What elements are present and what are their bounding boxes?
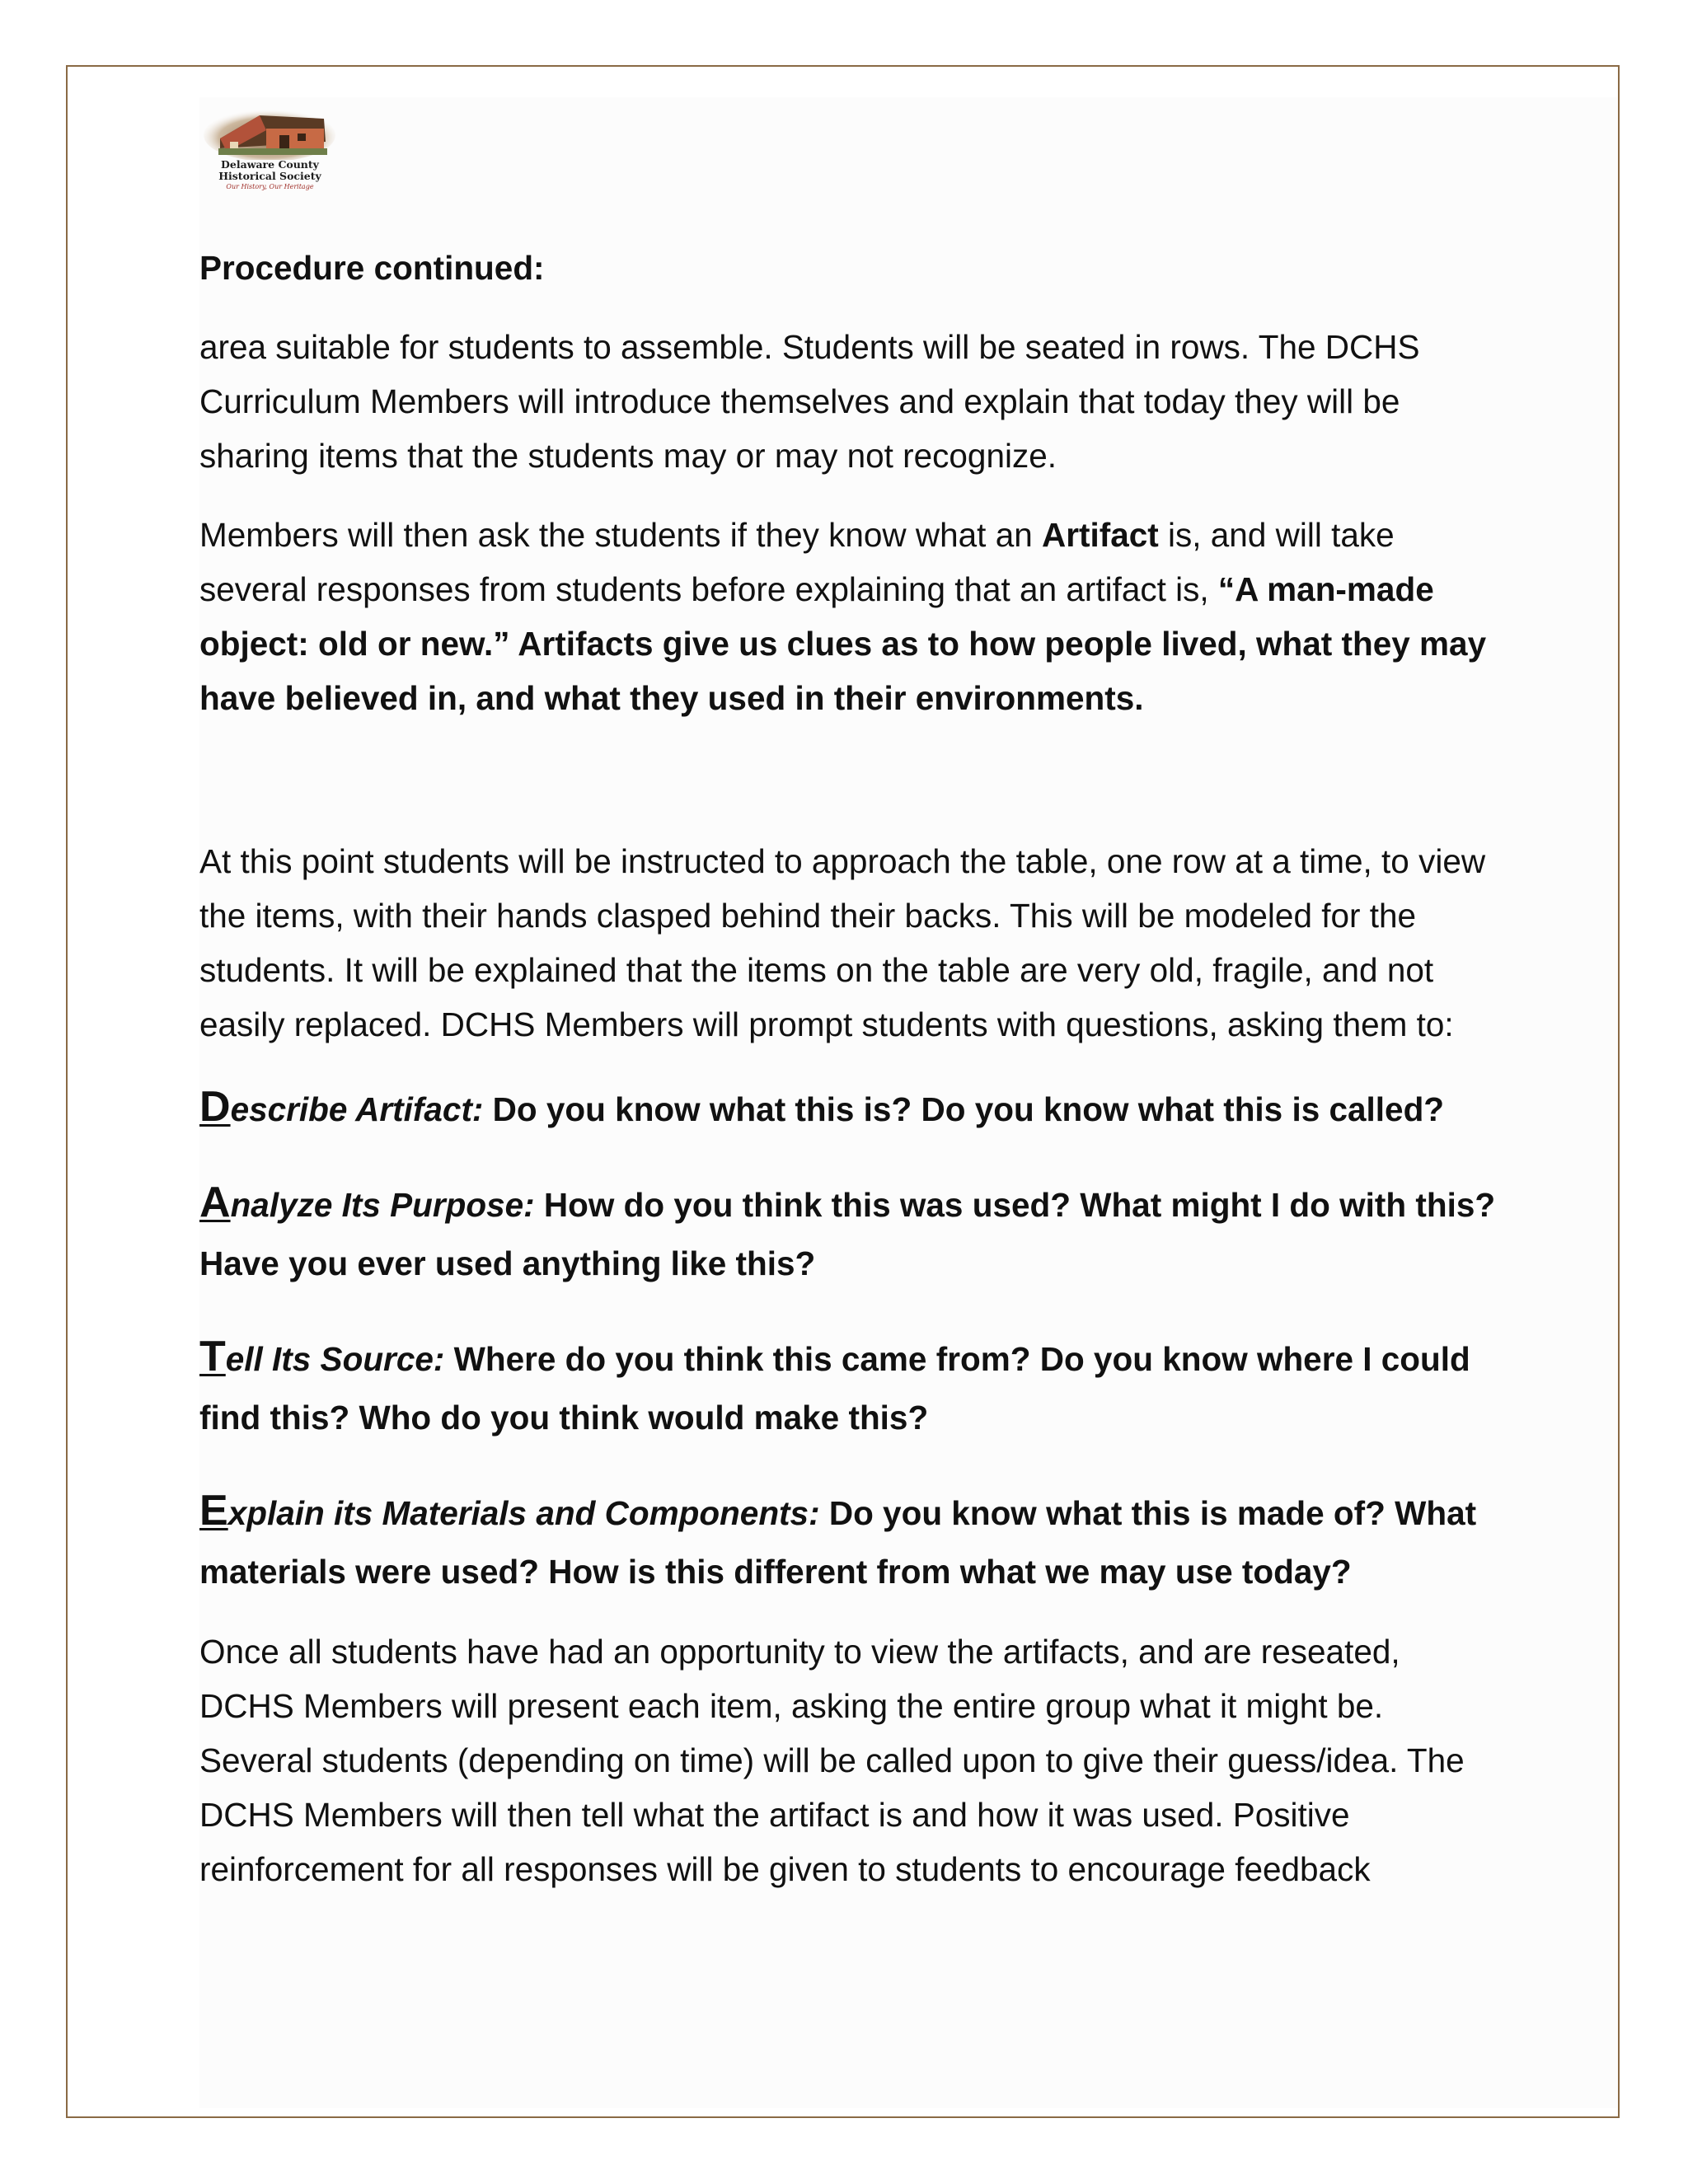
step-label: ell Its Source: xyxy=(225,1340,445,1378)
date-step-describe xyxy=(199,1078,1502,1139)
paragraph-lead-text: Members will then ask the students if they know what an xyxy=(199,516,1042,554)
step-initial-letter: A xyxy=(199,1179,231,1226)
step-initial-letter: T xyxy=(199,1333,226,1380)
step-initial-letter: E xyxy=(199,1487,228,1535)
barn-illustration xyxy=(202,105,338,160)
date-step-tell xyxy=(199,1328,1502,1447)
step-label: nalyze Its Purpose: xyxy=(230,1186,535,1224)
paragraph-assembly: area suitable for students to assemble. Students will be seated in rows. The DCHS Curriculum Members will introduce themselves and explain that today they will be sharing items that the students may or may not recognize. xyxy=(199,328,1420,475)
step-label: escribe Artifact: xyxy=(230,1090,484,1128)
artifact-definition: “A man-made object: old or new.” Artifacts give us clues as to how people lived, what they may have believed in, and what they used in their environments. xyxy=(199,570,1487,717)
step-questions: Do you know what this is made of? What materials were used? How is this different from what we may use today? xyxy=(199,1494,1477,1591)
paragraph-artifact-definition xyxy=(199,508,1502,725)
historical-society-logo xyxy=(202,105,338,198)
step-label: xplain its Materials and Components: xyxy=(227,1494,820,1532)
section-heading: Procedure continued: xyxy=(199,249,545,287)
logo-name-line1: Delaware County xyxy=(221,158,319,171)
paragraph-group-discussion: Once all students have had an opportunity to view the artifacts, and are reseated, DCHS Members will present each item, asking the entire group what it might be. Several students (depending on time) will be called upon to give their guess/idea. The DCHS Members will then tell what the artifact is and how it was used. Positive reinforcement for all responses will be given to students to encourage feedback xyxy=(199,1633,1465,1888)
artifact-term: Artifact xyxy=(1042,516,1159,554)
date-step-analyze xyxy=(199,1174,1502,1293)
step-questions: Where do you think this came from? Do you know where I could find this? Who do you think would make this? xyxy=(199,1340,1470,1436)
date-step-explain xyxy=(199,1482,1502,1601)
paragraph-middle-text: is, and will take several responses from students before explaining that an artifact is, xyxy=(199,516,1395,608)
step-questions: Do you know what this is? Do you know what this is called? xyxy=(483,1090,1445,1128)
step-initial-letter: D xyxy=(199,1083,231,1131)
document-body xyxy=(199,241,1502,1896)
paragraph-viewing-instructions: At this point students will be instructed to approach the table, one row at a time, to view the items, with their hands clasped behind their backs. This will be modeled for the students. It will be explained that the items on the table are very old, fragile, and not easily replaced. DCHS Members will prompt students with questions, asking them to: xyxy=(199,842,1486,1043)
logo-name-line2: Historical Society xyxy=(218,170,321,182)
step-questions: How do you think this was used? What might I do with this? Have you ever used anything like this? xyxy=(199,1186,1496,1282)
logo-tagline: Our History, Our Heritage xyxy=(226,183,314,190)
